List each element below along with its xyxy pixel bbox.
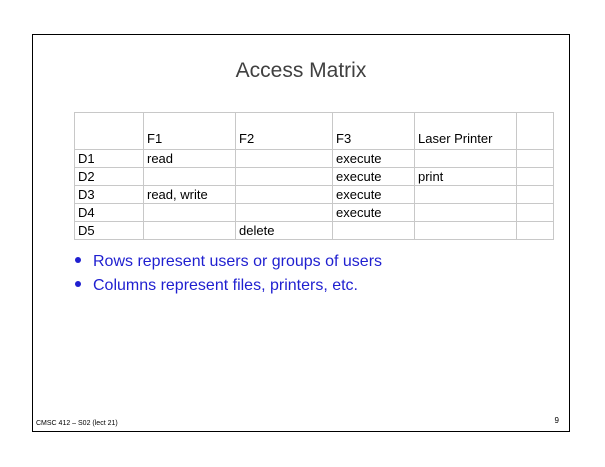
table-cell — [144, 222, 236, 240]
table-cell — [144, 168, 236, 186]
bullet-text: Columns represent files, printers, etc. — [93, 277, 358, 294]
table-cell — [333, 222, 415, 240]
row-label-cell: D5 — [75, 222, 144, 240]
table-cell: execute — [333, 150, 415, 168]
bullet-text: Rows represent users or groups of users — [93, 253, 383, 270]
table-cell: read — [144, 150, 236, 168]
slide-footer: CMSC 412 – S02 (lect 21) — [36, 420, 118, 427]
header-cell: F2 — [236, 113, 333, 150]
row-label-cell: D2 — [75, 168, 144, 186]
slide-title: Access Matrix — [235, 59, 367, 82]
table-cell: print — [415, 168, 517, 186]
table-row — [75, 150, 554, 168]
table-cell: delete — [236, 222, 333, 240]
page-number: 9 — [554, 416, 559, 425]
table-cell — [517, 222, 554, 240]
table-cell — [236, 150, 333, 168]
table-row — [75, 168, 554, 186]
table-cell — [144, 204, 236, 222]
table-cell — [415, 204, 517, 222]
table-cell — [517, 186, 554, 204]
row-label-cell: D1 — [75, 150, 144, 168]
row-label-cell: D4 — [75, 204, 144, 222]
bullet-dot-icon — [75, 257, 81, 263]
table-row — [75, 186, 554, 204]
table-cell — [415, 150, 517, 168]
bullet-item — [75, 250, 382, 274]
table-cell: read, write — [144, 186, 236, 204]
table-cell — [517, 168, 554, 186]
table-cell — [517, 150, 554, 168]
table-cell: execute — [333, 204, 415, 222]
table-cell — [236, 168, 333, 186]
slide-frame — [32, 34, 570, 432]
header-cell — [75, 113, 144, 150]
bullet-dot-icon — [75, 281, 81, 287]
table-cell: execute — [333, 168, 415, 186]
header-cell: F3 — [333, 113, 415, 150]
header-cell — [517, 113, 554, 150]
header-cell: F1 — [144, 113, 236, 150]
table-row — [75, 204, 554, 222]
table-header-row — [75, 113, 554, 150]
table-cell — [415, 222, 517, 240]
access-matrix-table — [74, 112, 554, 240]
bullet-item — [75, 274, 382, 298]
table-cell — [236, 186, 333, 204]
table-cell — [517, 204, 554, 222]
header-cell: Laser Printer — [415, 113, 517, 150]
table-row — [75, 222, 554, 240]
table-cell: execute — [333, 186, 415, 204]
table-cell — [236, 204, 333, 222]
row-label-cell: D3 — [75, 186, 144, 204]
table-cell — [415, 186, 517, 204]
bullet-list — [75, 250, 382, 298]
